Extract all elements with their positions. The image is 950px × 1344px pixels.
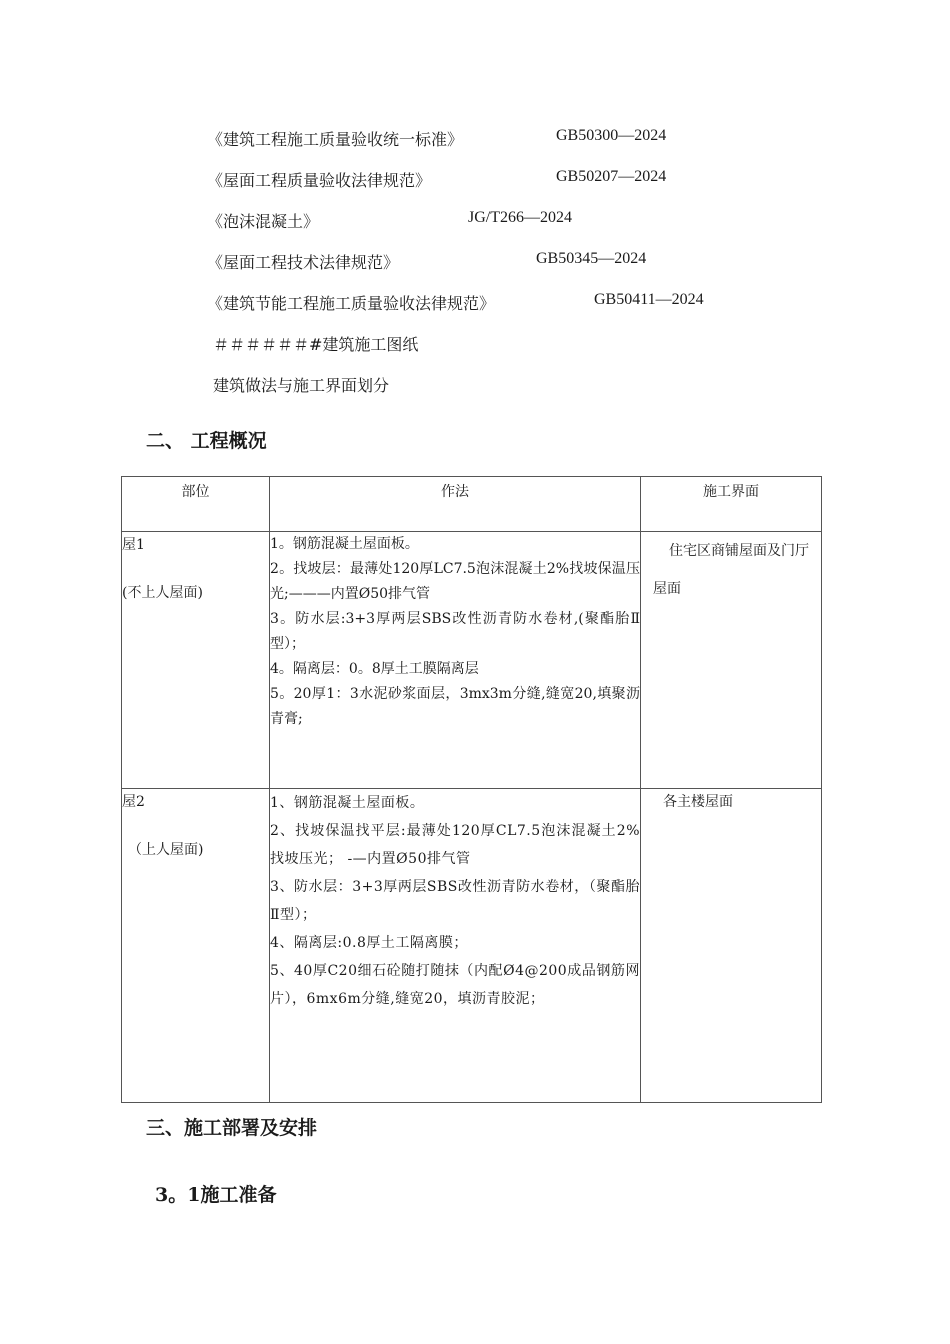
- part-sub-label: （上人屋面): [128, 842, 204, 858]
- standard-name: 《屋面工程技术法律规范》: [207, 253, 400, 272]
- method-step: 1。钢筋混凝土屋面板。: [270, 536, 419, 552]
- table-row: [122, 789, 822, 1103]
- subsection-3-1-title: 3。1施工准备: [155, 1184, 277, 1206]
- interface-cell: 住宅区商铺屋面及门厅屋面: [641, 532, 822, 789]
- standard-code: GB50207—2024: [556, 168, 667, 185]
- method-cell: [270, 789, 641, 1103]
- standard-name: 《屋面工程质量验收法律规范》: [207, 171, 432, 190]
- standard-item: [207, 250, 647, 273]
- method-step: 2。找坡层：最薄处120厚LC7.5泡沫混凝土2%找坡保温压光;———内置Ø50排气管: [270, 561, 640, 602]
- part-label: 屋1: [122, 537, 145, 553]
- standard-name: 《建筑工程施工质量验收统一标准》: [207, 130, 464, 149]
- method-cell: [270, 532, 641, 789]
- interface-cell: 各主楼屋面: [641, 789, 822, 1103]
- method-step: 5、40厚C20细石砼随打随抹（内配Ø4@200成品钢筋网片），6mx6m分缝,缝宽20，填沥青胶泥；: [270, 963, 640, 1007]
- drawings-reference: ＃＃＃＃＃＃#建筑施工图纸: [213, 335, 419, 354]
- section-3-title: 三、施工部署及安排: [146, 1117, 318, 1139]
- standard-item: [207, 209, 572, 232]
- method-step: 4、隔离层:0.8厚土工隔离膜；: [270, 935, 468, 951]
- standard-item: [207, 291, 704, 314]
- method-step: 1、钢筋混凝土屋面板。: [270, 795, 425, 811]
- standard-name: 《建筑节能工程施工质量验收法律规范》: [207, 294, 496, 313]
- table-header-row: [122, 477, 822, 532]
- standard-item: [207, 127, 667, 150]
- method-step: 3、防水层：3+3厚两层SBS改性沥青防水卷材，（聚酯胎Ⅱ型）；: [270, 879, 640, 923]
- standard-item: [207, 168, 667, 191]
- project-overview-table: [121, 476, 822, 1103]
- method-step: 3。防水层:3+3厚两层SBS改性沥青防水卷材,(聚酯胎Ⅱ型）；: [270, 611, 640, 652]
- header-part: 部位: [122, 477, 270, 532]
- method-step: 5。20厚1：3水泥砂浆面层，3mx3m分缝,缝宽20,填聚沥青膏;: [270, 686, 640, 727]
- standard-code: GB50345—2024: [536, 250, 647, 267]
- standard-code: GB50300—2024: [556, 127, 667, 144]
- section-2-title: 二、 工程概况: [146, 430, 267, 452]
- part-sub-label: (不上人屋面): [122, 585, 203, 601]
- method-step: 2、找坡保温找平层:最薄处120厚CL7.5泡沫混凝土2%找坡压光； -—内置Ø50排气管: [270, 823, 640, 867]
- interface-division-note: 建筑做法与施工界面划分: [213, 376, 390, 395]
- standard-code: JG/T266—2024: [468, 209, 572, 226]
- header-interface: 施工界面: [641, 477, 822, 532]
- method-step: 4。隔离层：0。8厚土工膜隔离层: [270, 661, 479, 677]
- part-cell: [122, 532, 270, 789]
- part-label: 屋2: [122, 794, 145, 810]
- header-method: 作法: [270, 477, 641, 532]
- standard-name: 《泡沫混凝土》: [207, 212, 320, 231]
- table-row: [122, 532, 822, 789]
- part-cell: [122, 789, 270, 1103]
- standard-code: GB50411—2024: [594, 291, 704, 308]
